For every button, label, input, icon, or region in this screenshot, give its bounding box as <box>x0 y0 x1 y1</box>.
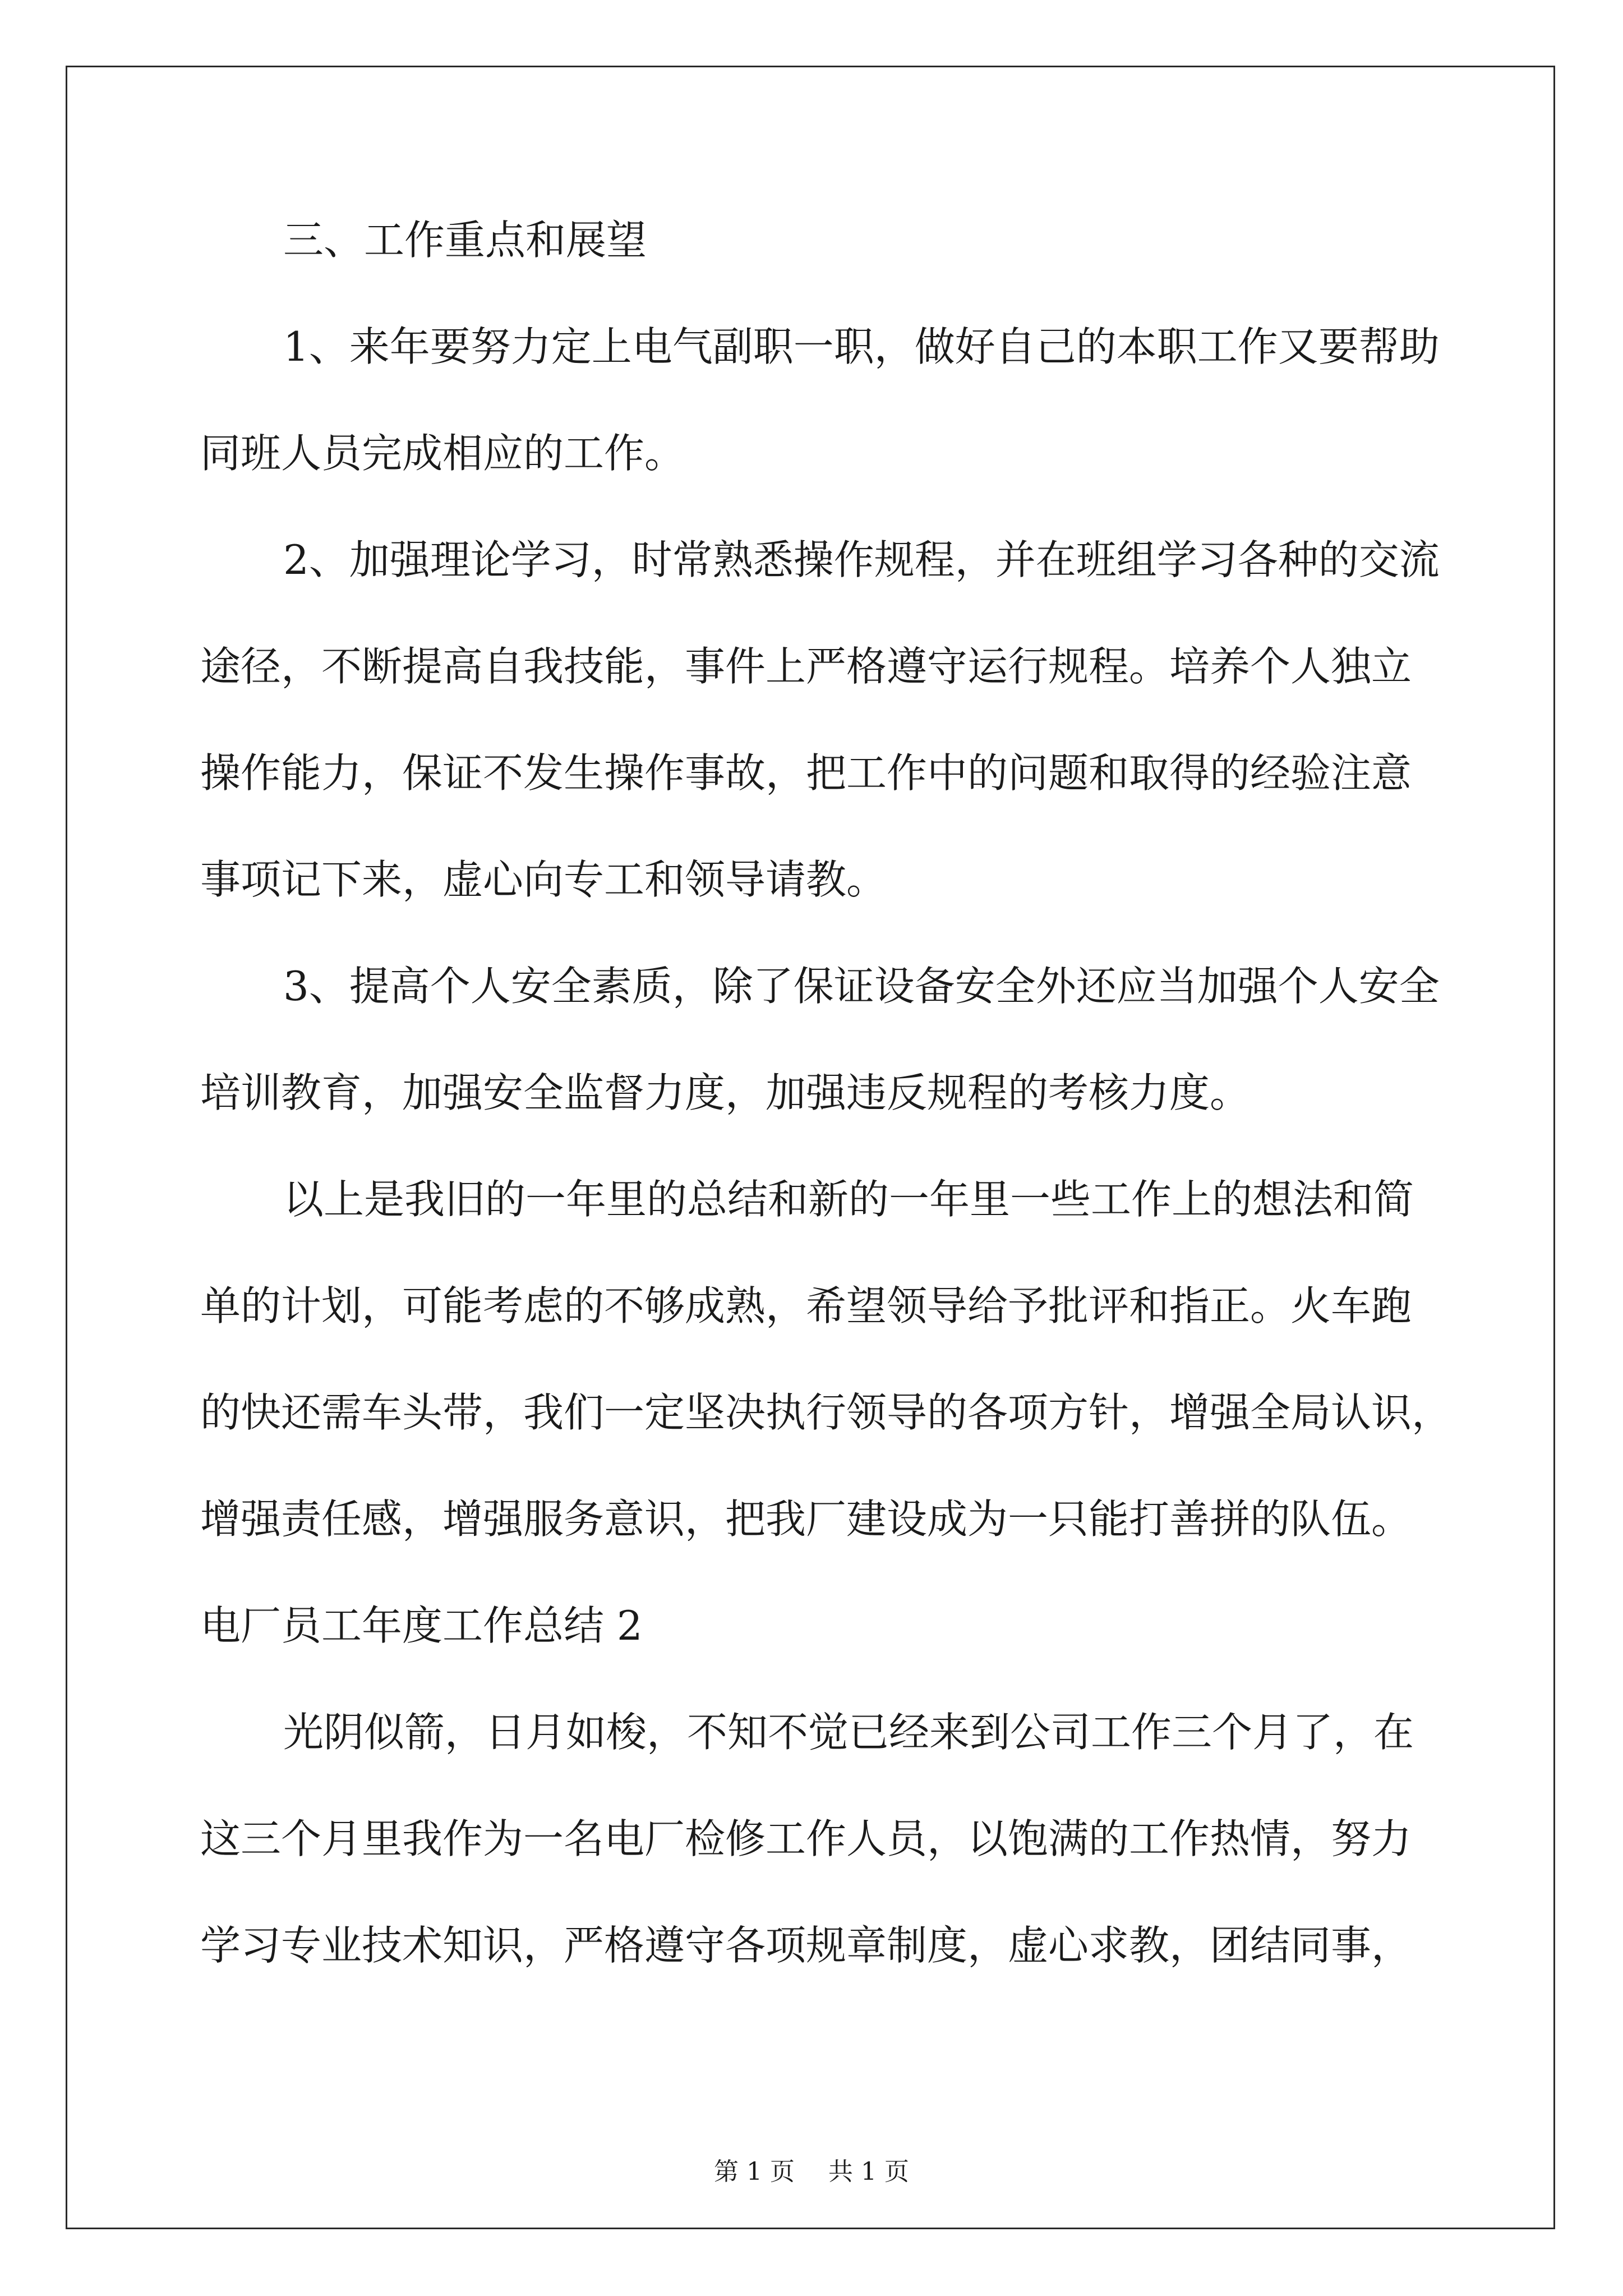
page-number: 第 1 页 <box>714 2157 795 2186</box>
paragraph-line: 3、提高个人安全素质，除了保证设备安全外还应当加强个人安全 <box>283 963 1440 1010</box>
paragraph-line: 培训教育，加强安全监督力度，加强违反规程的考核力度。 <box>200 1069 1251 1116</box>
page-footer <box>0 2155 1623 2189</box>
paragraph-line: 事项记下来，虚心向专工和领导请教。 <box>200 856 887 903</box>
document-title: 电厂员工年度工作总结 2 <box>200 1602 643 1649</box>
paragraph-line: 光阴似箭，日月如梭，不知不觉已经来到公司工作三个月了，在 <box>283 1709 1414 1756</box>
paragraph-line: 这三个月里我作为一名电厂检修工作人员，以饱满的工作热情，努力 <box>200 1815 1412 1862</box>
paragraph-line: 以上是我旧的一年里的总结和新的一年里一些工作上的想法和简 <box>283 1176 1414 1223</box>
paragraph-line: 途径，不断提高自我技能，事件上严格遵守运行规程。培养个人独立 <box>200 643 1412 690</box>
paragraph-line: 2、加强理论学习，时常熟悉操作规程，并在班组学习各种的交流 <box>283 536 1440 583</box>
paragraph-line: 同班人员完成相应的工作。 <box>200 430 685 477</box>
document-body <box>200 213 1453 2025</box>
paragraph-line: 1、来年要努力定上电气副职一职，做好自己的本职工作又要帮助 <box>283 323 1440 370</box>
paragraph-line: 操作能力，保证不发生操作事故，把工作中的问题和取得的经验注意 <box>200 749 1412 797</box>
paragraph-line: 学习专业技术知识，严格遵守各项规章制度，虚心求教，团结同事， <box>200 1922 1412 1969</box>
paragraph-line: 增强责任感，增强服务意识，把我厂建设成为一只能打善拼的队伍。 <box>200 1496 1412 1543</box>
page-total: 共 1 页 <box>828 2157 909 2186</box>
paragraph-line: 单的计划，可能考虑的不够成熟，希望领导给予批评和指正。火车跑 <box>200 1282 1412 1329</box>
paragraph-line: 的快还需车头带，我们一定坚决执行领导的各项方针，增强全局认识， <box>200 1389 1453 1436</box>
section-heading: 三、工作重点和展望 <box>283 217 647 264</box>
